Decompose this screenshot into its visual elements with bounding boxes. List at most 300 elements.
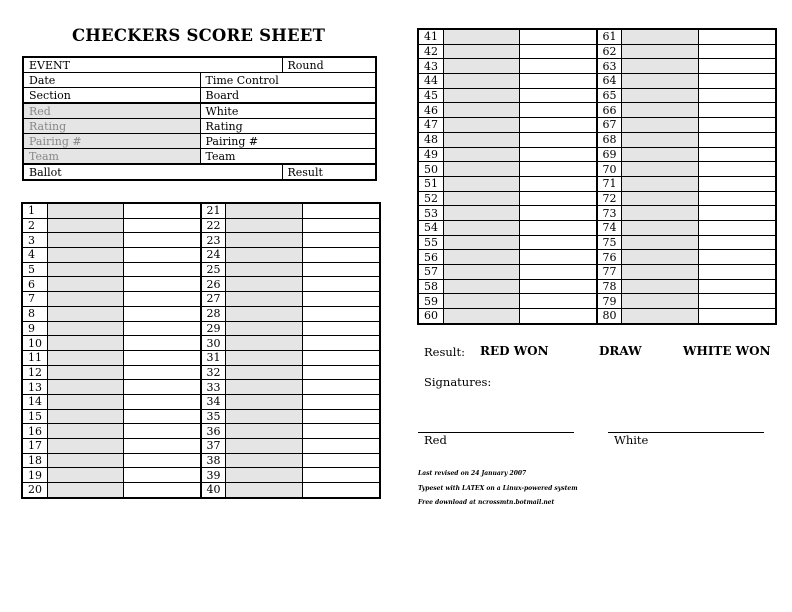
white-move-cell[interactable] bbox=[520, 44, 597, 59]
red-move-cell[interactable] bbox=[444, 88, 520, 103]
white-move-cell[interactable] bbox=[124, 394, 201, 409]
white-move-cell[interactable] bbox=[124, 262, 201, 277]
red-move-cell[interactable] bbox=[622, 309, 699, 324]
draw-option[interactable]: DRAW bbox=[599, 344, 642, 358]
red-move-cell[interactable] bbox=[226, 380, 303, 395]
red-move-cell[interactable] bbox=[444, 176, 520, 191]
white-team-label[interactable]: Team bbox=[200, 149, 376, 165]
move-row bbox=[23, 409, 380, 424]
red-move-cell[interactable] bbox=[226, 424, 303, 439]
move-number: 47 bbox=[419, 118, 444, 133]
red-move-cell[interactable] bbox=[622, 88, 699, 103]
red-team-label[interactable]: Team bbox=[23, 149, 200, 165]
move-number: 48 bbox=[419, 132, 444, 147]
move-number: 37 bbox=[201, 439, 226, 454]
move-row bbox=[23, 218, 380, 233]
white-move-cell[interactable] bbox=[699, 103, 776, 118]
white-move-cell[interactable] bbox=[699, 250, 776, 265]
white-move-cell[interactable] bbox=[520, 235, 597, 250]
red-move-cell[interactable] bbox=[226, 292, 303, 307]
move-number: 13 bbox=[23, 380, 48, 395]
red-move-cell[interactable] bbox=[48, 336, 124, 351]
move-row bbox=[23, 306, 380, 321]
red-move-cell[interactable] bbox=[444, 294, 520, 309]
white-move-cell[interactable] bbox=[124, 424, 201, 439]
red-move-cell[interactable] bbox=[48, 218, 124, 233]
white-move-cell[interactable] bbox=[520, 59, 597, 74]
red-move-cell[interactable] bbox=[622, 147, 699, 162]
move-number: 10 bbox=[23, 336, 48, 351]
white-move-cell[interactable] bbox=[303, 262, 380, 277]
red-move-cell[interactable] bbox=[622, 74, 699, 89]
move-number: 66 bbox=[597, 103, 622, 118]
red-move-cell[interactable] bbox=[622, 191, 699, 206]
round-label[interactable]: Round bbox=[282, 57, 376, 73]
red-move-cell[interactable] bbox=[48, 350, 124, 365]
move-number: 38 bbox=[201, 453, 226, 468]
signatures-heading: Signatures: bbox=[424, 375, 492, 389]
white-move-cell[interactable] bbox=[520, 132, 597, 147]
red-move-cell[interactable] bbox=[444, 220, 520, 235]
move-row bbox=[23, 292, 380, 307]
white-move-cell[interactable] bbox=[699, 30, 776, 45]
move-number: 4 bbox=[23, 248, 48, 263]
red-signature-label: Red bbox=[424, 433, 447, 447]
move-number: 35 bbox=[201, 409, 226, 424]
red-move-cell[interactable] bbox=[226, 483, 303, 498]
red-move-cell[interactable] bbox=[622, 103, 699, 118]
red-won-option[interactable]: RED WON bbox=[480, 344, 549, 358]
move-number: 75 bbox=[597, 235, 622, 250]
move-row bbox=[23, 321, 380, 336]
red-move-cell[interactable] bbox=[622, 279, 699, 294]
white-move-cell[interactable] bbox=[520, 88, 597, 103]
white-move-cell[interactable] bbox=[303, 233, 380, 248]
white-move-cell[interactable] bbox=[303, 321, 380, 336]
white-move-cell[interactable] bbox=[520, 162, 597, 177]
red-move-cell[interactable] bbox=[444, 59, 520, 74]
move-number: 80 bbox=[597, 309, 622, 324]
move-number: 57 bbox=[419, 265, 444, 280]
white-move-cell[interactable] bbox=[699, 309, 776, 324]
board-label[interactable]: Board bbox=[200, 88, 376, 104]
white-move-cell[interactable] bbox=[303, 453, 380, 468]
white-move-cell[interactable] bbox=[699, 88, 776, 103]
white-rating-label[interactable]: Rating bbox=[200, 119, 376, 134]
white-move-cell[interactable] bbox=[124, 350, 201, 365]
move-number: 26 bbox=[201, 277, 226, 292]
white-move-cell[interactable] bbox=[303, 394, 380, 409]
white-move-cell[interactable] bbox=[520, 74, 597, 89]
red-move-cell[interactable] bbox=[48, 409, 124, 424]
white-move-cell[interactable] bbox=[124, 468, 201, 483]
move-row bbox=[419, 103, 776, 118]
white-move-cell[interactable] bbox=[303, 248, 380, 263]
red-move-cell[interactable] bbox=[444, 235, 520, 250]
white-move-cell[interactable] bbox=[124, 233, 201, 248]
white-move-cell[interactable] bbox=[520, 103, 597, 118]
move-number: 52 bbox=[419, 191, 444, 206]
move-number: 40 bbox=[201, 483, 226, 498]
red-move-cell[interactable] bbox=[226, 233, 303, 248]
red-move-cell[interactable] bbox=[226, 453, 303, 468]
white-move-cell[interactable] bbox=[303, 350, 380, 365]
red-move-cell[interactable] bbox=[622, 162, 699, 177]
red-move-cell[interactable] bbox=[226, 204, 303, 219]
move-number: 79 bbox=[597, 294, 622, 309]
white-move-cell[interactable] bbox=[699, 265, 776, 280]
move-number: 1 bbox=[23, 204, 48, 219]
white-move-cell[interactable] bbox=[520, 294, 597, 309]
move-number: 8 bbox=[23, 306, 48, 321]
move-number: 64 bbox=[597, 74, 622, 89]
red-move-cell[interactable] bbox=[444, 132, 520, 147]
white-move-cell[interactable] bbox=[124, 365, 201, 380]
move-number: 72 bbox=[597, 191, 622, 206]
white-move-cell[interactable] bbox=[520, 118, 597, 133]
footer-typeset: Typeset with LATEX on a Linux-powered system bbox=[418, 485, 578, 492]
move-number: 53 bbox=[419, 206, 444, 221]
white-move-cell[interactable] bbox=[520, 206, 597, 221]
white-move-cell[interactable] bbox=[303, 277, 380, 292]
move-row bbox=[23, 439, 380, 454]
move-row bbox=[419, 250, 776, 265]
red-move-cell[interactable] bbox=[226, 409, 303, 424]
red-move-cell[interactable] bbox=[226, 321, 303, 336]
white-move-cell[interactable] bbox=[303, 439, 380, 454]
red-move-cell[interactable] bbox=[226, 262, 303, 277]
white-move-cell[interactable] bbox=[699, 162, 776, 177]
white-move-cell[interactable] bbox=[124, 248, 201, 263]
red-move-cell[interactable] bbox=[622, 30, 699, 45]
red-move-cell[interactable] bbox=[444, 103, 520, 118]
red-move-cell[interactable] bbox=[444, 265, 520, 280]
red-move-cell[interactable] bbox=[48, 204, 124, 219]
red-move-cell[interactable] bbox=[444, 309, 520, 324]
move-number: 67 bbox=[597, 118, 622, 133]
white-move-cell[interactable] bbox=[520, 250, 597, 265]
white-move-cell[interactable] bbox=[520, 220, 597, 235]
move-row bbox=[419, 30, 776, 45]
move-number: 25 bbox=[201, 262, 226, 277]
white-move-cell[interactable] bbox=[303, 204, 380, 219]
white-move-cell[interactable] bbox=[124, 218, 201, 233]
white-move-cell[interactable] bbox=[124, 336, 201, 351]
moves-table-41-80 bbox=[418, 29, 776, 324]
white-move-cell[interactable] bbox=[520, 176, 597, 191]
move-row bbox=[419, 176, 776, 191]
move-row bbox=[23, 424, 380, 439]
white-move-cell[interactable] bbox=[520, 147, 597, 162]
move-row bbox=[419, 279, 776, 294]
event-label[interactable]: EVENT bbox=[23, 57, 282, 73]
move-row bbox=[419, 44, 776, 59]
white-move-cell[interactable] bbox=[303, 409, 380, 424]
moves-right-body bbox=[419, 30, 776, 324]
red-move-cell[interactable] bbox=[444, 279, 520, 294]
red-move-cell[interactable] bbox=[48, 321, 124, 336]
white-move-cell[interactable] bbox=[124, 277, 201, 292]
red-move-cell[interactable] bbox=[444, 147, 520, 162]
footer-download: Free download at ncrossmtn.botmail.net bbox=[418, 499, 555, 506]
move-number: 51 bbox=[419, 176, 444, 191]
move-number: 50 bbox=[419, 162, 444, 177]
move-number: 23 bbox=[201, 233, 226, 248]
white-move-cell[interactable] bbox=[303, 292, 380, 307]
white-move-cell[interactable] bbox=[124, 204, 201, 219]
move-number: 42 bbox=[419, 44, 444, 59]
white-move-cell[interactable] bbox=[699, 191, 776, 206]
move-number: 34 bbox=[201, 394, 226, 409]
red-move-cell[interactable] bbox=[444, 30, 520, 45]
red-move-cell[interactable] bbox=[226, 365, 303, 380]
page-title: CHECKERS SCORE SHEET bbox=[71, 26, 326, 45]
move-row bbox=[419, 88, 776, 103]
white-move-cell[interactable] bbox=[699, 235, 776, 250]
red-move-cell[interactable] bbox=[226, 277, 303, 292]
white-signature-label: White bbox=[614, 433, 649, 447]
info-table bbox=[22, 56, 377, 181]
move-row bbox=[23, 277, 380, 292]
move-number: 78 bbox=[597, 279, 622, 294]
move-number: 56 bbox=[419, 250, 444, 265]
red-move-cell[interactable] bbox=[226, 439, 303, 454]
move-number: 76 bbox=[597, 250, 622, 265]
red-pairing-label[interactable]: Pairing # bbox=[23, 134, 200, 149]
move-row bbox=[419, 309, 776, 324]
white-move-cell[interactable] bbox=[699, 59, 776, 74]
white-won-option[interactable]: WHITE WON bbox=[683, 344, 771, 358]
red-move-cell[interactable] bbox=[226, 394, 303, 409]
white-move-cell[interactable] bbox=[124, 321, 201, 336]
white-move-cell[interactable] bbox=[303, 218, 380, 233]
move-number: 3 bbox=[23, 233, 48, 248]
move-number: 60 bbox=[419, 309, 444, 324]
move-number: 7 bbox=[23, 292, 48, 307]
red-move-cell[interactable] bbox=[226, 468, 303, 483]
white-move-cell[interactable] bbox=[303, 468, 380, 483]
move-number: 68 bbox=[597, 132, 622, 147]
white-move-cell[interactable] bbox=[303, 306, 380, 321]
white-move-cell[interactable] bbox=[124, 306, 201, 321]
red-move-cell[interactable] bbox=[48, 380, 124, 395]
white-move-cell[interactable] bbox=[520, 279, 597, 294]
red-move-cell[interactable] bbox=[622, 235, 699, 250]
move-number: 29 bbox=[201, 321, 226, 336]
red-move-cell[interactable] bbox=[48, 248, 124, 263]
white-move-cell[interactable] bbox=[124, 483, 201, 498]
red-move-cell[interactable] bbox=[444, 118, 520, 133]
move-number: 17 bbox=[23, 439, 48, 454]
red-move-cell[interactable] bbox=[622, 118, 699, 133]
move-number: 39 bbox=[201, 468, 226, 483]
white-move-cell[interactable] bbox=[124, 409, 201, 424]
move-number: 2 bbox=[23, 218, 48, 233]
white-move-cell[interactable] bbox=[699, 118, 776, 133]
white-move-cell[interactable] bbox=[124, 292, 201, 307]
move-row bbox=[23, 453, 380, 468]
red-move-cell[interactable] bbox=[444, 74, 520, 89]
move-row bbox=[23, 233, 380, 248]
red-move-cell[interactable] bbox=[48, 439, 124, 454]
red-move-cell[interactable] bbox=[622, 265, 699, 280]
red-move-cell[interactable] bbox=[622, 294, 699, 309]
move-number: 49 bbox=[419, 147, 444, 162]
move-row bbox=[419, 118, 776, 133]
red-move-cell[interactable] bbox=[622, 220, 699, 235]
white-move-cell[interactable] bbox=[520, 309, 597, 324]
move-number: 62 bbox=[597, 44, 622, 59]
move-row bbox=[23, 262, 380, 277]
move-number: 21 bbox=[201, 204, 226, 219]
move-number: 16 bbox=[23, 424, 48, 439]
red-move-cell[interactable] bbox=[444, 191, 520, 206]
red-move-cell[interactable] bbox=[444, 162, 520, 177]
red-move-cell[interactable] bbox=[226, 350, 303, 365]
ballot-label[interactable]: Ballot bbox=[23, 164, 282, 180]
white-move-cell[interactable] bbox=[699, 176, 776, 191]
move-number: 15 bbox=[23, 409, 48, 424]
red-move-cell[interactable] bbox=[226, 218, 303, 233]
move-row bbox=[23, 248, 380, 263]
move-number: 20 bbox=[23, 483, 48, 498]
white-move-cell[interactable] bbox=[699, 279, 776, 294]
white-move-cell[interactable] bbox=[124, 380, 201, 395]
red-move-cell[interactable] bbox=[622, 44, 699, 59]
move-number: 61 bbox=[597, 30, 622, 45]
move-number: 12 bbox=[23, 365, 48, 380]
red-player-label[interactable]: Red bbox=[23, 103, 200, 119]
move-number: 30 bbox=[201, 336, 226, 351]
move-row bbox=[419, 74, 776, 89]
white-move-cell[interactable] bbox=[124, 439, 201, 454]
move-row bbox=[23, 350, 380, 365]
white-move-cell[interactable] bbox=[303, 483, 380, 498]
white-move-cell[interactable] bbox=[303, 336, 380, 351]
red-move-cell[interactable] bbox=[48, 365, 124, 380]
white-move-cell[interactable] bbox=[303, 424, 380, 439]
white-move-cell[interactable] bbox=[699, 147, 776, 162]
move-number: 69 bbox=[597, 147, 622, 162]
red-move-cell[interactable] bbox=[48, 277, 124, 292]
move-number: 14 bbox=[23, 394, 48, 409]
move-number: 46 bbox=[419, 103, 444, 118]
red-move-cell[interactable] bbox=[444, 250, 520, 265]
move-row bbox=[419, 220, 776, 235]
moves-left-body bbox=[23, 204, 380, 498]
move-row bbox=[419, 206, 776, 221]
red-move-cell[interactable] bbox=[622, 176, 699, 191]
red-move-cell[interactable] bbox=[622, 250, 699, 265]
move-row bbox=[419, 265, 776, 280]
move-number: 32 bbox=[201, 365, 226, 380]
move-number: 55 bbox=[419, 235, 444, 250]
move-row bbox=[419, 235, 776, 250]
time-control-label[interactable]: Time Control bbox=[200, 73, 376, 88]
move-number: 59 bbox=[419, 294, 444, 309]
red-move-cell[interactable] bbox=[48, 292, 124, 307]
move-number: 31 bbox=[201, 350, 226, 365]
red-move-cell[interactable] bbox=[48, 468, 124, 483]
white-move-cell[interactable] bbox=[520, 30, 597, 45]
red-rating-label[interactable]: Rating bbox=[23, 119, 200, 134]
red-move-cell[interactable] bbox=[48, 233, 124, 248]
move-number: 24 bbox=[201, 248, 226, 263]
move-number: 28 bbox=[201, 306, 226, 321]
move-number: 36 bbox=[201, 424, 226, 439]
white-move-cell[interactable] bbox=[699, 44, 776, 59]
move-row bbox=[419, 147, 776, 162]
red-move-cell[interactable] bbox=[48, 262, 124, 277]
move-row bbox=[23, 483, 380, 498]
white-pairing-label[interactable]: Pairing # bbox=[200, 134, 376, 149]
move-number: 19 bbox=[23, 468, 48, 483]
red-move-cell[interactable] bbox=[48, 483, 124, 498]
move-number: 63 bbox=[597, 59, 622, 74]
move-number: 45 bbox=[419, 88, 444, 103]
white-move-cell[interactable] bbox=[520, 191, 597, 206]
date-label[interactable]: Date bbox=[23, 73, 200, 88]
red-move-cell[interactable] bbox=[48, 394, 124, 409]
move-number: 5 bbox=[23, 262, 48, 277]
white-move-cell[interactable] bbox=[699, 206, 776, 221]
move-row bbox=[419, 132, 776, 147]
move-row bbox=[23, 204, 380, 219]
white-move-cell[interactable] bbox=[124, 453, 201, 468]
red-move-cell[interactable] bbox=[226, 306, 303, 321]
red-move-cell[interactable] bbox=[622, 59, 699, 74]
move-number: 6 bbox=[23, 277, 48, 292]
red-move-cell[interactable] bbox=[622, 132, 699, 147]
white-player-label[interactable]: White bbox=[200, 103, 376, 119]
section-label[interactable]: Section bbox=[23, 88, 200, 104]
move-number: 27 bbox=[201, 292, 226, 307]
move-row bbox=[23, 336, 380, 351]
white-move-cell[interactable] bbox=[699, 220, 776, 235]
move-row bbox=[419, 59, 776, 74]
red-move-cell[interactable] bbox=[48, 306, 124, 321]
result-label[interactable]: Result bbox=[282, 164, 376, 180]
result-heading: Result: bbox=[424, 345, 465, 359]
move-number: 58 bbox=[419, 279, 444, 294]
move-row bbox=[23, 365, 380, 380]
white-move-cell[interactable] bbox=[699, 294, 776, 309]
white-move-cell[interactable] bbox=[699, 74, 776, 89]
move-number: 71 bbox=[597, 176, 622, 191]
move-number: 44 bbox=[419, 74, 444, 89]
red-move-cell[interactable] bbox=[444, 206, 520, 221]
red-move-cell[interactable] bbox=[226, 248, 303, 263]
white-move-cell[interactable] bbox=[303, 380, 380, 395]
red-move-cell[interactable] bbox=[226, 336, 303, 351]
move-number: 22 bbox=[201, 218, 226, 233]
move-row bbox=[419, 162, 776, 177]
move-number: 9 bbox=[23, 321, 48, 336]
white-move-cell[interactable] bbox=[699, 132, 776, 147]
move-number: 33 bbox=[201, 380, 226, 395]
move-number: 65 bbox=[597, 88, 622, 103]
move-row bbox=[23, 394, 380, 409]
red-move-cell[interactable] bbox=[622, 206, 699, 221]
move-row bbox=[23, 468, 380, 483]
move-row bbox=[419, 191, 776, 206]
red-move-cell[interactable] bbox=[48, 453, 124, 468]
red-move-cell[interactable] bbox=[48, 424, 124, 439]
game-info-box bbox=[22, 56, 375, 181]
red-move-cell[interactable] bbox=[444, 44, 520, 59]
white-move-cell[interactable] bbox=[303, 365, 380, 380]
white-move-cell[interactable] bbox=[520, 265, 597, 280]
